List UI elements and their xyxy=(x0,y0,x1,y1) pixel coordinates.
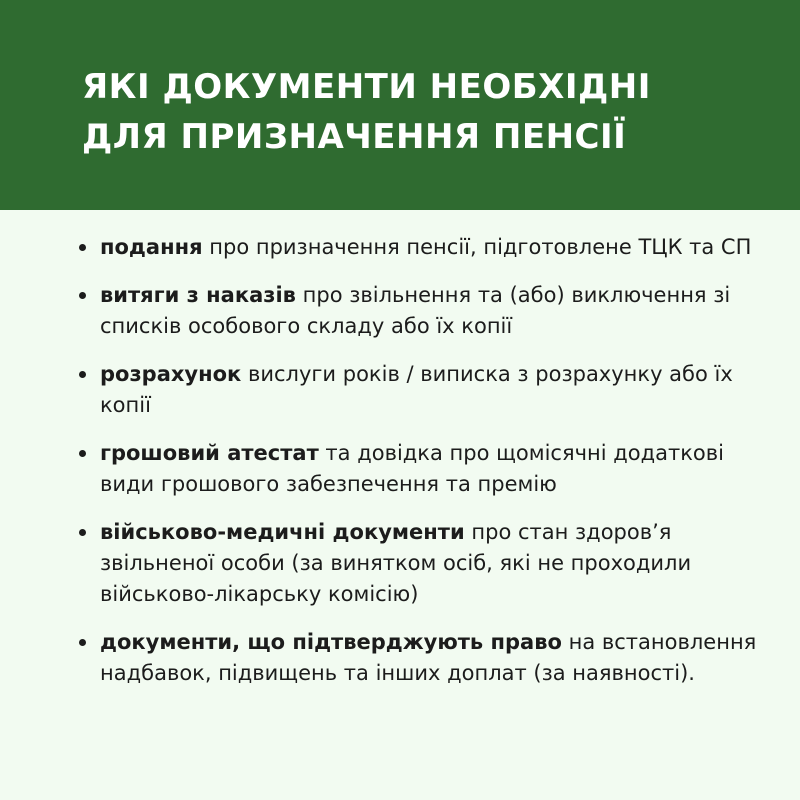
list-item xyxy=(78,280,778,342)
documents-list xyxy=(78,232,778,706)
list-item xyxy=(78,359,778,421)
list-item xyxy=(78,627,778,689)
item-bold-text: подання xyxy=(100,235,203,259)
item-text: про стан здоров’я звільненої особи (за винятком осіб, які не проходили військово-лікарську комісію) xyxy=(100,520,692,606)
title-line-1: ЯКІ ДОКУМЕНТИ НЕОБХІДНІ xyxy=(82,67,651,107)
list-item xyxy=(78,232,778,263)
list-item xyxy=(78,438,778,500)
bullet-icon xyxy=(79,639,86,646)
item-bold-text: грошовий атестат xyxy=(100,441,319,465)
title-line-2: ДЛЯ ПРИЗНАЧЕННЯ ПЕНСІЇ xyxy=(82,117,627,157)
item-bold-text: розрахунок xyxy=(100,362,242,386)
list-item xyxy=(78,517,778,610)
item-text: вислуги років / виписка з розрахунку або їх копії xyxy=(100,362,733,417)
page-title xyxy=(82,62,762,162)
bullet-icon xyxy=(79,244,86,251)
header-banner xyxy=(0,0,800,210)
item-text: про звільнення та (або) виключення зі списків особового складу або їх копії xyxy=(100,283,731,338)
bullet-icon xyxy=(79,529,86,536)
item-text: про призначення пенсії, підготовлене ТЦК та СП xyxy=(202,235,752,259)
item-bold-text: документи, що підтверджують право xyxy=(100,630,562,654)
bullet-icon xyxy=(79,292,86,299)
bullet-icon xyxy=(79,371,86,378)
item-text: та довідка про щомісячні додаткові види грошового забезпечення та премію xyxy=(100,441,724,496)
bullet-icon xyxy=(79,450,86,457)
item-bold-text: витяги з наказів xyxy=(100,283,296,307)
item-bold-text: військово-медичні документи xyxy=(100,520,465,544)
item-text: на встановлення надбавок, підвищень та інших доплат (за наявності). xyxy=(100,630,757,685)
